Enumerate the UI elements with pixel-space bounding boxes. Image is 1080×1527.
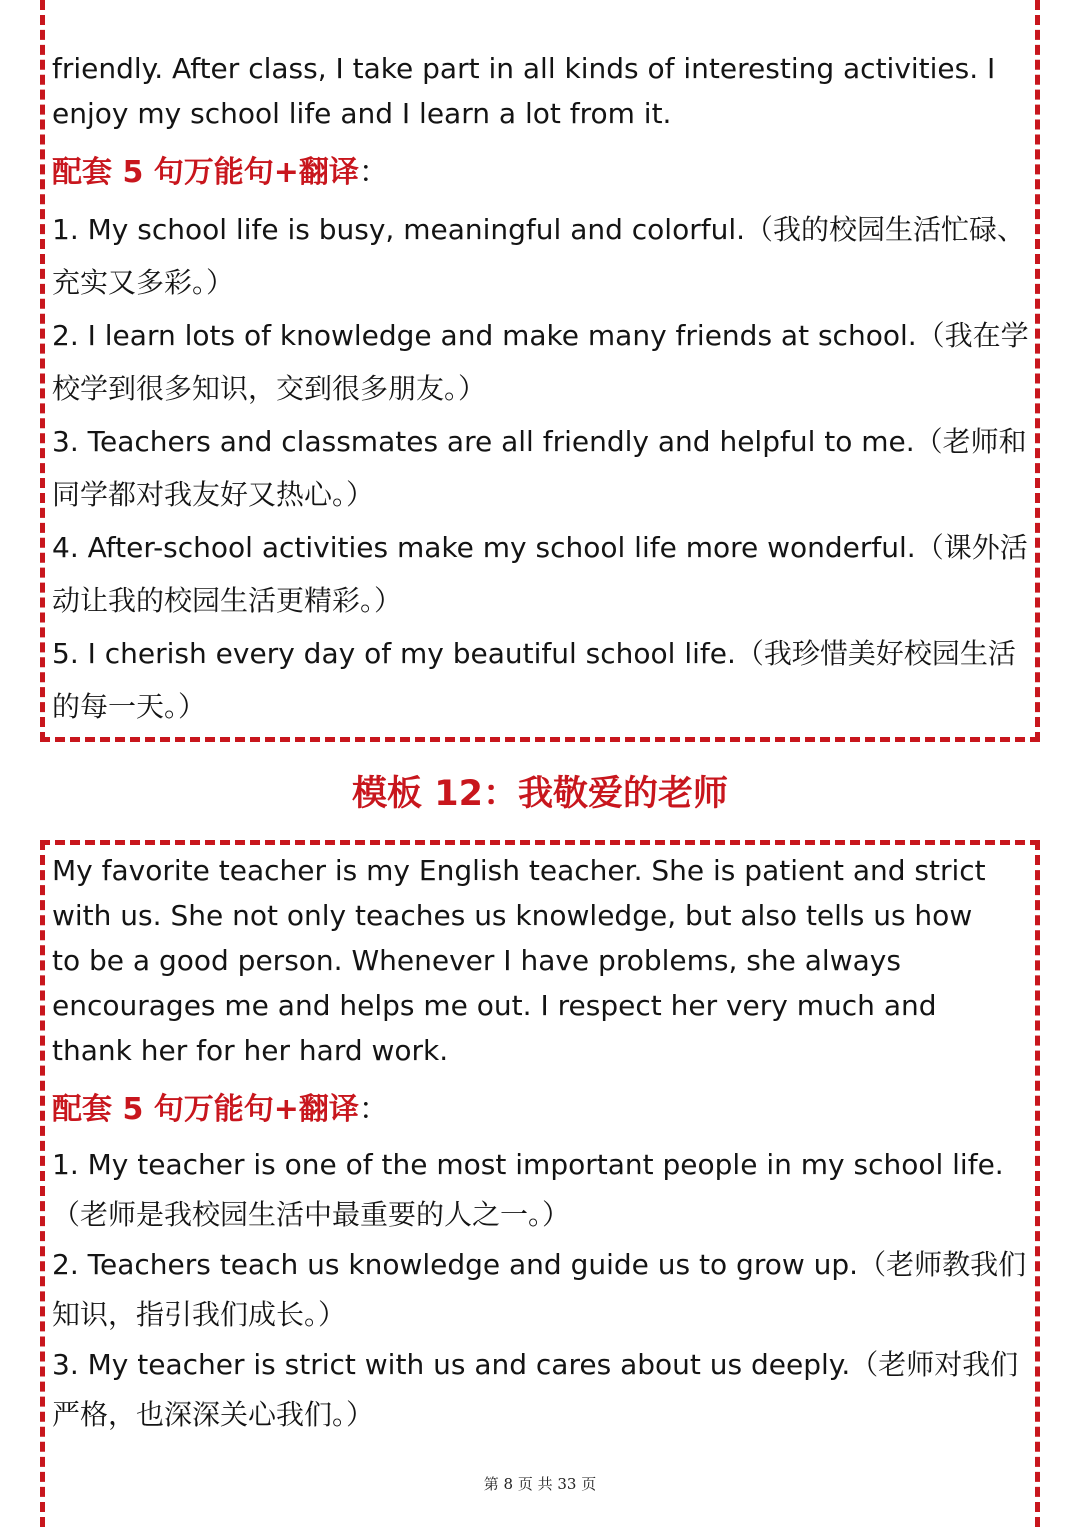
box-content [52,848,1031,1440]
sentence-item: 3. Teachers and classmates are all friendly and helpful to me.（老师和同学都对我友好又热心。） [52,425,1027,511]
paragraph-line: My favorite teacher is my English teacher. She is patient and strict [52,854,986,887]
paragraph-line: encourages me and helps me out. I respect her very much and [52,989,937,1022]
page-number: 第 8 页 共 33 页 [483,1475,597,1493]
subheading-colon: ： [358,1092,389,1127]
sentence-item: 3. My teacher is strict with us and cares about us deeply.（老师对我们严格，也深深关心我们。） [52,1348,1019,1431]
sentence-item: 2. I learn lots of knowledge and make many friends at school.（我在学校学到很多知识，交到很多朋友。） [52,319,1029,405]
sentence-item: 2. Teachers teach us knowledge and guide us to grow up.（老师教我们知识，指引我们成长。） [52,1248,1027,1331]
sentence-box-school-life [40,0,1040,742]
section-title: 模板 12：我敬爱的老师 [352,774,728,814]
subheading-text: 配套 5 句万能句+翻译 [52,1092,359,1127]
sentence-box-teacher [40,840,1040,1527]
sentence-item: 4. After-school activities make my school life more wonderful.（课外活动让我的校园生活更精彩。） [52,531,1028,617]
paragraph-line: thank her for her hard work. [52,1034,449,1067]
box-content [52,46,1031,733]
paragraph-line: friendly. After class, I take part in all kinds of interesting activities. I [52,52,996,85]
paragraph-line: enjoy my school life and I learn a lot from it. [52,97,672,130]
paragraph-line: to be a good person. Whenever I have problems, she always [52,944,901,977]
sentence-item: 5. I cherish every day of my beautiful school life.（我珍惜美好校园生活的每一天。） [52,637,1016,723]
sentence-item: 1. My school life is busy, meaningful and colorful.（我的校园生活忙碌、充实又多彩。） [52,213,1026,299]
paragraph-line: with us. She not only teaches us knowledge, but also tells us how [52,899,973,932]
subheading-colon: ： [358,155,389,190]
subheading [52,1087,1031,1132]
subheading-text: 配套 5 句万能句+翻译 [52,155,359,190]
sentence-item: 1. My teacher is one of the most important people in my school life.（老师是我校园生活中最重要的人之一。） [52,1148,1004,1231]
subheading [52,150,1031,195]
